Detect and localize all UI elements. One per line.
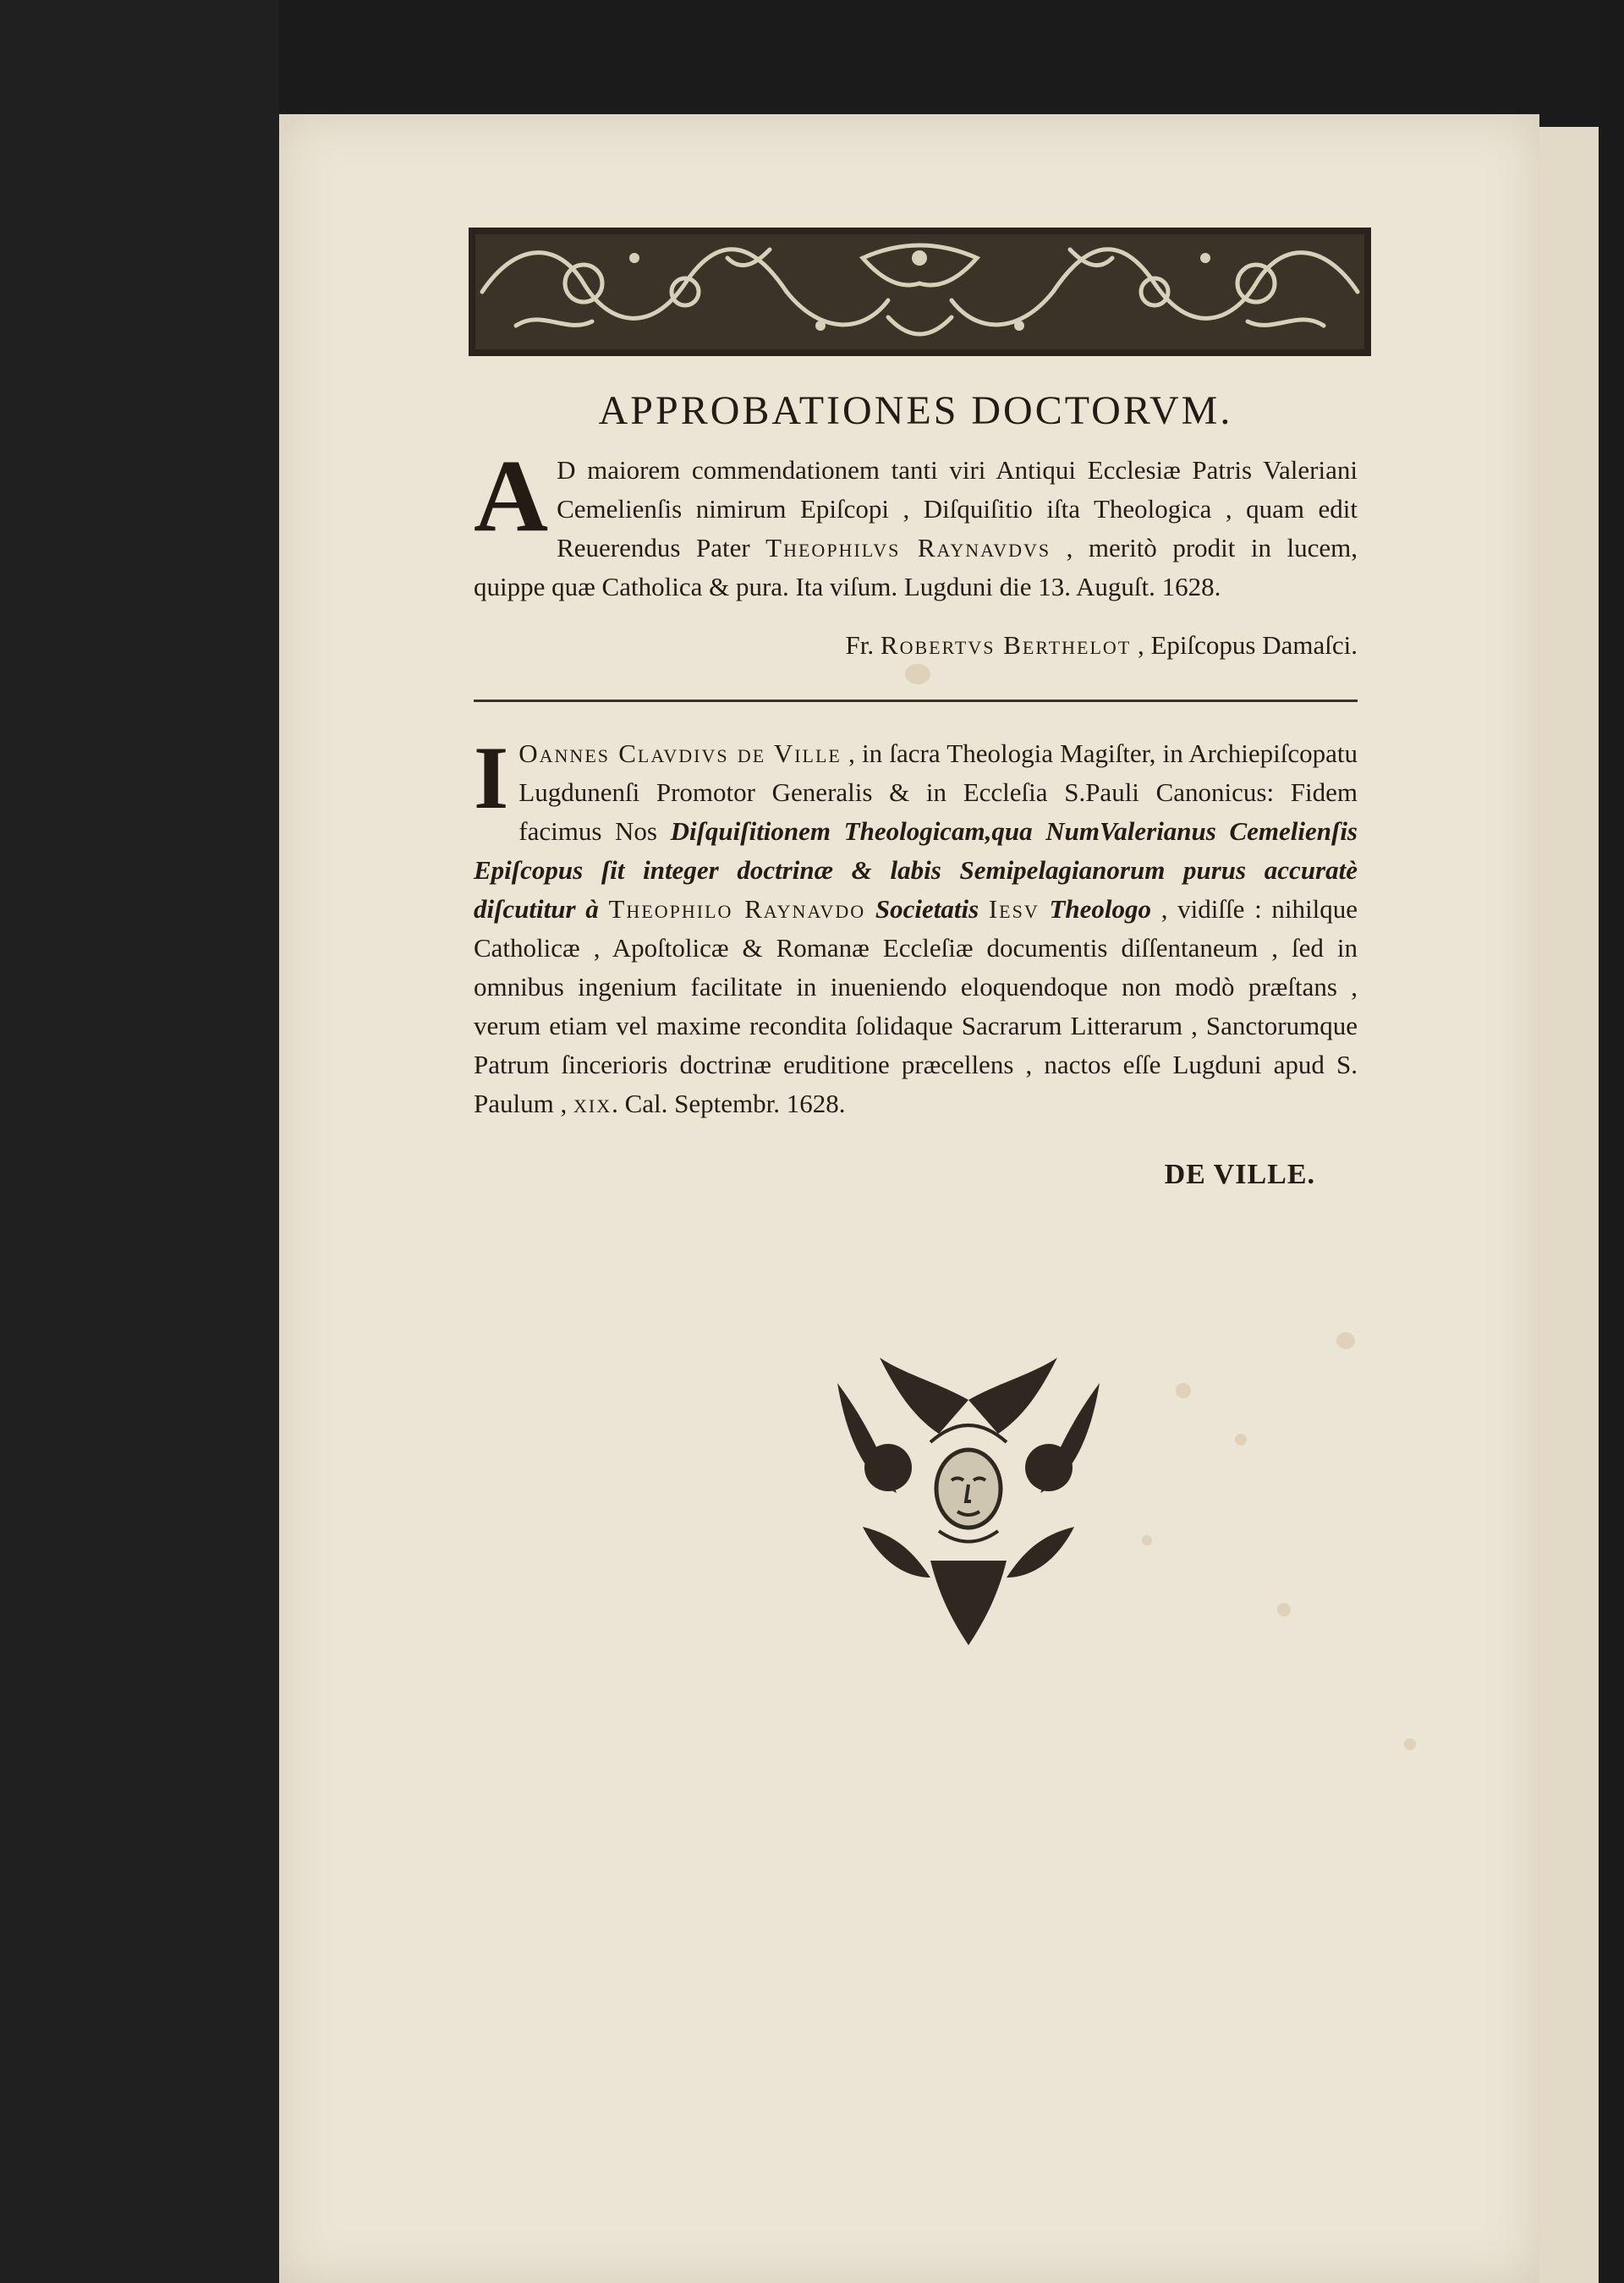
approbation-text: D maiorem commendationem tanti viri Antiqui Ecclesiæ Patris Valeriani Cemelienſis nimirum Epiſcopi , Diſquiſitio iſta Theologica , quam edit Reuerendus Pater (557, 455, 1358, 563)
foxing-stain (1235, 1434, 1247, 1446)
book-page (279, 114, 1539, 2283)
author-name: Theophilvs Raynavdvs (765, 533, 1051, 563)
drop-capital: A (474, 439, 549, 553)
approbation-text: , vidiſſe : nihilque Catholicæ , Apoſtolicæ & Romanæ Eccleſiæ documentis diſſentaneum , ſed in omnibus ingenium facilitate in inueniendo eloquendoque non modò præſtans , verum etiam vel maxime recondita ſolidaque Sacrarum Litterarum , Sanctorumque Patrum ſincerioris doctrinæ eruditione præcellens , nactos eſſe Lugduni apud S. Paulum , (474, 894, 1358, 1118)
foxing-stain (1336, 1332, 1355, 1349)
signature-title: , Epiſcopus Damaſci. (1131, 630, 1358, 660)
roman-date: xix (573, 1089, 612, 1118)
scan-background-right (1599, 0, 1624, 2283)
signature-prefix: Fr. (845, 630, 881, 660)
signature-name: Robertvs Berthelot (880, 630, 1132, 660)
society-name: Iesv (988, 894, 1040, 924)
foxing-stain (1142, 1535, 1152, 1545)
headpiece-ornament (465, 224, 1374, 359)
drop-capital: I (474, 728, 509, 827)
approbation-paragraph-1 (474, 439, 1358, 606)
signature-berthelot (474, 630, 1358, 661)
tailpiece-ornament (812, 1349, 1125, 1654)
approver-name: Oannes Clavdivs de Ville (518, 738, 842, 768)
work-title-italic: Diſquiſitionem Theologicam,qua NumValerianus Cemelienſis Epiſcopus ſit integer doctrinæ & labis Semipelagianorum purus accuratè diſcutitur à (474, 816, 1358, 924)
foxing-stain (1404, 1738, 1416, 1750)
author-name: Theophilo Raynavdo (608, 894, 866, 924)
scan-background-left (0, 0, 279, 2283)
theologian-italic: Theologo (1039, 894, 1152, 924)
society-italic: Societatis (865, 894, 989, 924)
approbation-date: . Cal. Septembr. 1628. (612, 1089, 846, 1118)
signature-de-ville: DE VILLE. (1164, 1159, 1315, 1190)
foxing-stain (1176, 1383, 1191, 1398)
foxing-stain (1277, 1603, 1291, 1616)
approbation-text: , in ſacra Theologia Magiſter, in Archiepiſcopatu Lugdunenſi Promotor Generalis & in Eccleſia S.Pauli Canonicus: Fidem facimus Nos (518, 738, 1358, 846)
page-title: APPROBATIONES DOCTORVM. (598, 388, 1233, 433)
page-content (474, 224, 1358, 1191)
approbation-paragraph-2 (474, 728, 1358, 1123)
approbation-text-end: , meritò prodit in lucem, quippe quæ Catholica & pura. Ita viſum. Lugduni die 13. Auguſt. 1628. (474, 533, 1358, 601)
section-divider (474, 700, 1358, 702)
